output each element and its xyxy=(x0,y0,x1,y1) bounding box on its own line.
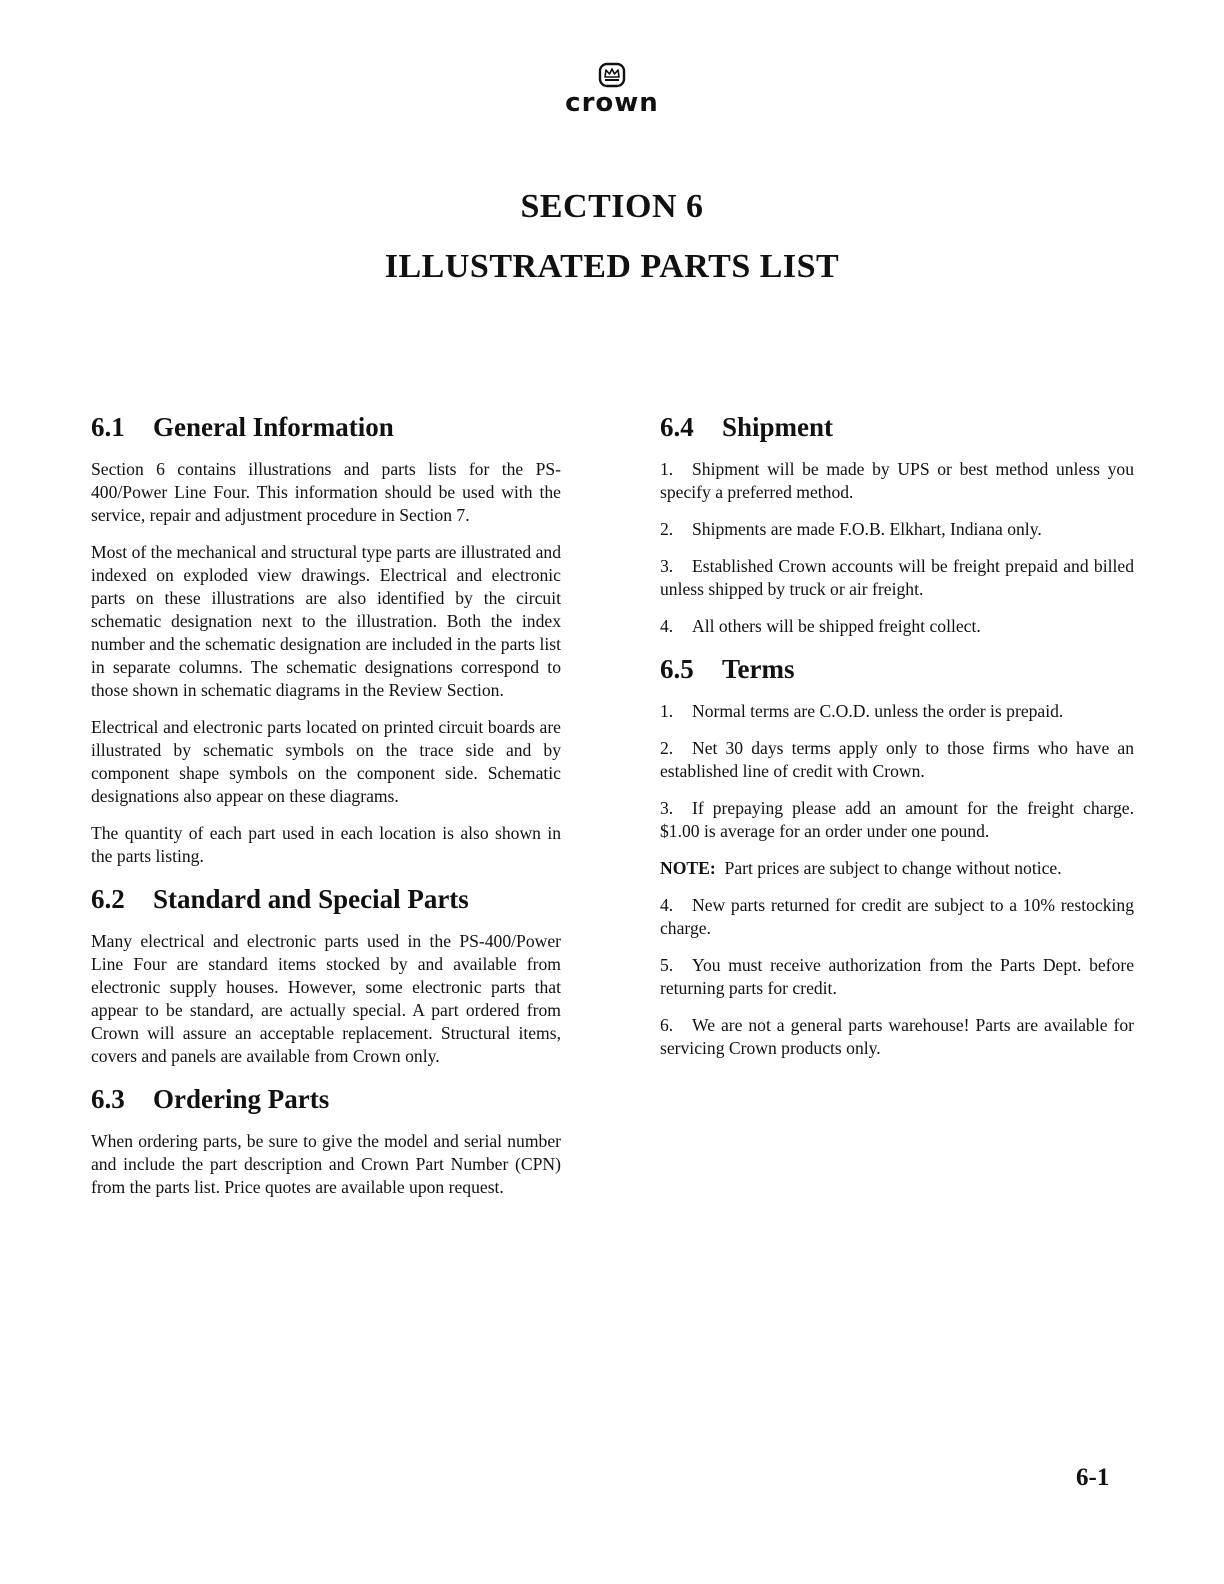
heading-6-1: 6.1 General Information xyxy=(91,412,394,442)
paragraph: When ordering parts, be sure to give the model and serial number and include the part description and Crown Part Number (CPN) from the parts list. Price quotes are available upon request. xyxy=(91,1131,561,1197)
list-item: 3. Established Crown accounts will be freight prepaid and billed unless shipped by truck or air freight. xyxy=(660,556,1134,599)
heading-6-3: 6.3 Ordering Parts xyxy=(91,1084,330,1114)
list-item: 1. Normal terms are C.O.D. unless the order is prepaid. xyxy=(660,701,1064,721)
heading-6-4: 6.4 Shipment xyxy=(660,412,834,442)
list-item: 6. We are not a general parts warehouse! Parts are available for servicing Crown products only. xyxy=(660,1015,1134,1058)
heading-6-2: 6.2 Standard and Special Parts xyxy=(91,884,469,914)
list-item: 3. If prepaying please add an amount for the freight charge. $1.00 is average for an order under one pound. xyxy=(660,798,1134,841)
paragraph: Electrical and electronic parts located on printed circuit boards are illustrated by schematic symbols on the trace side and by component shape symbols on the component side. Schematic designations also appear on these diagrams. xyxy=(91,717,561,806)
section-subtitle: ILLUSTRATED PARTS LIST xyxy=(384,248,840,285)
logo-wordmark: crown xyxy=(565,88,659,118)
paragraph: Section 6 contains illustrations and parts lists for the PS-400/Power Line Four. This information should be used with the service, repair and adjustment procedure in Section 7. xyxy=(91,459,561,525)
list-item: 5. You must receive authorization from the Parts Dept. before returning parts for credit. xyxy=(660,955,1134,998)
note: NOTE: Part prices are subject to change without notice. xyxy=(660,858,1062,878)
list-item: 4. All others will be shipped freight collect. xyxy=(660,616,981,636)
heading-6-5: 6.5 Terms xyxy=(660,654,795,684)
right-column xyxy=(660,410,1134,1074)
paragraph: The quantity of each part used in each location is also shown in the parts listing. xyxy=(91,823,561,866)
crown-logo xyxy=(560,62,664,116)
paragraph: Most of the mechanical and structural type parts are illustrated and indexed on exploded view drawings. Electrical and electronic parts on these illustrations are also identified by the circuit schematic designation next to the illustration. Both the index number and the schematic designation are included in the parts list in separate columns. The schematic designations correspond to those shown in schematic diagrams in the Review Section. xyxy=(91,542,561,700)
section-title: SECTION 6 xyxy=(520,188,704,225)
list-item: 4. New parts returned for credit are subject to a 10% restocking charge. xyxy=(660,895,1134,938)
left-column xyxy=(91,410,561,1213)
crown-icon xyxy=(598,62,626,88)
list-item: 2. Net 30 days terms apply only to those firms who have an established line of credit with Crown. xyxy=(660,738,1134,781)
list-item: 1. Shipment will be made by UPS or best method unless you specify a preferred method. xyxy=(660,459,1134,502)
list-item: 2. Shipments are made F.O.B. Elkhart, Indiana only. xyxy=(660,519,1042,539)
paragraph: Many electrical and electronic parts used in the PS-400/Power Line Four are standard items stocked by and available from electronic supply houses. However, some electronic parts that appear to be standard, are actually special. A part ordered from Crown will assure an acceptable replacement. Structural items, covers and panels are available from Crown only. xyxy=(91,931,561,1066)
page-number: 6-1 xyxy=(1076,1464,1110,1491)
